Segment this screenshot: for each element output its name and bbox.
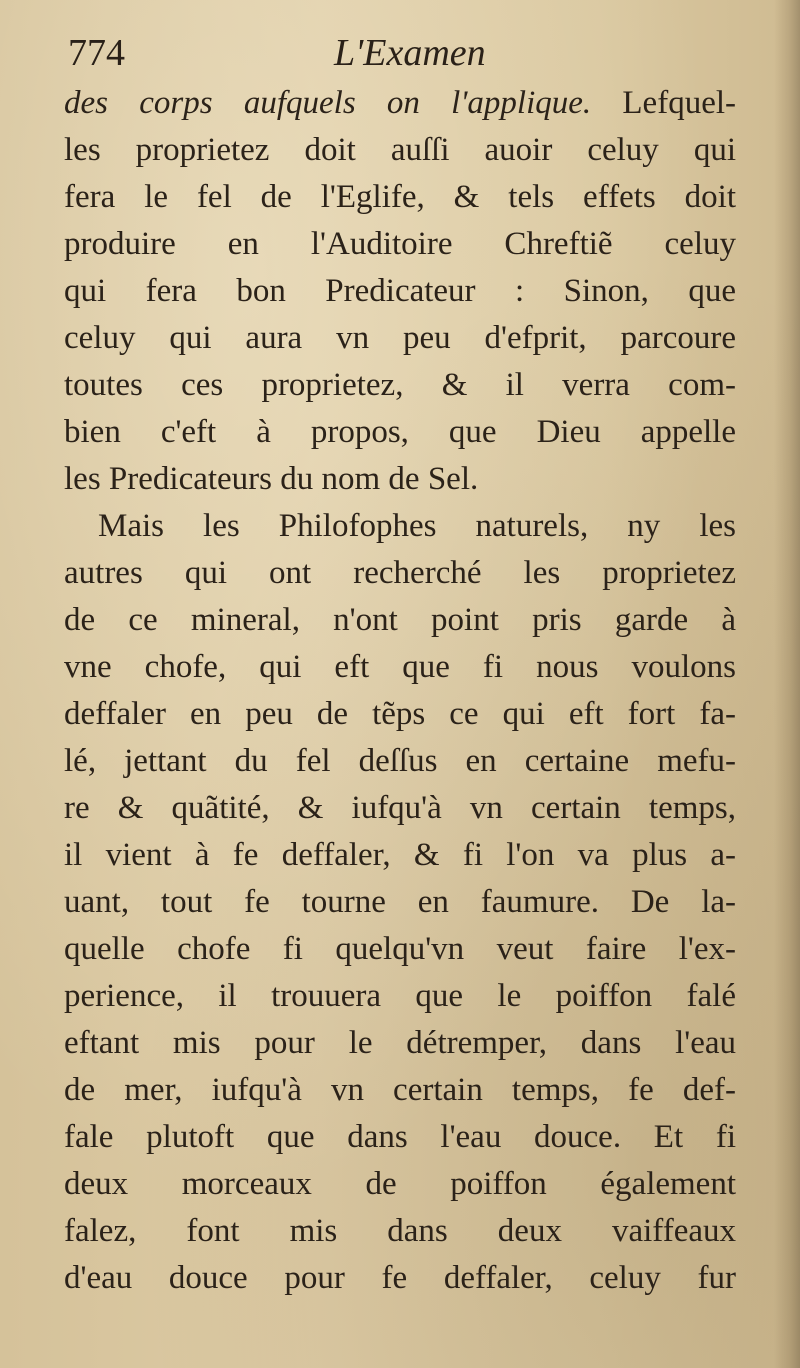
text-line: deux morceaux de poiffon également [64,1166,736,1202]
text-line: celuy qui aura vn peu d'efprit, parcoure [64,320,736,356]
text-line: bien c'eft à propos, que Dieu appelle [64,414,736,450]
text-line: de ce mineral, n'ont point pris garde à [64,602,736,638]
text-line: quelle chofe fi quelqu'vn veut faire l'ex- [64,931,736,967]
text-line: vne chofe, qui eft que fi nous voulons [64,649,736,685]
text-line: produire en l'Auditoire Chreftiẽ celuy [64,226,736,262]
text-line: d'eau douce pour fe deffaler, celuy fur [64,1260,736,1296]
text-line [64,80,736,127]
running-head: L'Examen [334,32,486,74]
text-line: les proprietez doit auſſi auoir celuy qui [64,132,736,168]
text-line: qui fera bon Predicateur : Sinon, que [64,273,736,309]
italic-phrase: des corps aufquels on l'applique. [64,85,592,121]
paragraph-2 [64,503,736,1302]
text-line: Mais les Philofophes naturels, ny les [98,508,736,544]
paragraph-1 [64,80,736,503]
text-line: falez, font mis dans deux vaiffeaux [64,1213,736,1249]
text-line: il vient à fe deffaler, & fi l'on va plus a- [64,837,736,873]
text-line: de mer, iufqu'à vn certain temps, fe def- [64,1072,736,1108]
page-header [68,30,748,76]
text-line: fale plutoft que dans l'eau douce. Et fi [64,1119,736,1155]
text-line: perience, il trouuera que le poiffon falé [64,978,736,1014]
text-line: autres qui ont recherché les proprietez [64,555,736,591]
text-line: fera le fel de l'Eglife, & tels effets doit [64,179,736,215]
text-line: re & quãtité, & iufqu'à vn certain temps, [64,790,736,826]
text-line: eftant mis pour le détremper, dans l'eau [64,1025,736,1061]
text-span: Lefquel- [591,85,736,121]
text-line: uant, tout fe tourne en faumure. De la- [64,884,736,920]
text-line: deffaler en peu de tẽps ce qui eft fort fa- [64,696,736,732]
page-edge-shadow [774,0,800,1368]
body-text [64,80,736,1302]
text-line: les Predicateurs du nom de Sel. [64,461,479,497]
text-line: lé, jettant du fel deſſus en certaine mefu- [64,743,736,779]
page-number: 774 [68,32,125,74]
text-line: toutes ces proprietez, & il verra com- [64,367,736,403]
